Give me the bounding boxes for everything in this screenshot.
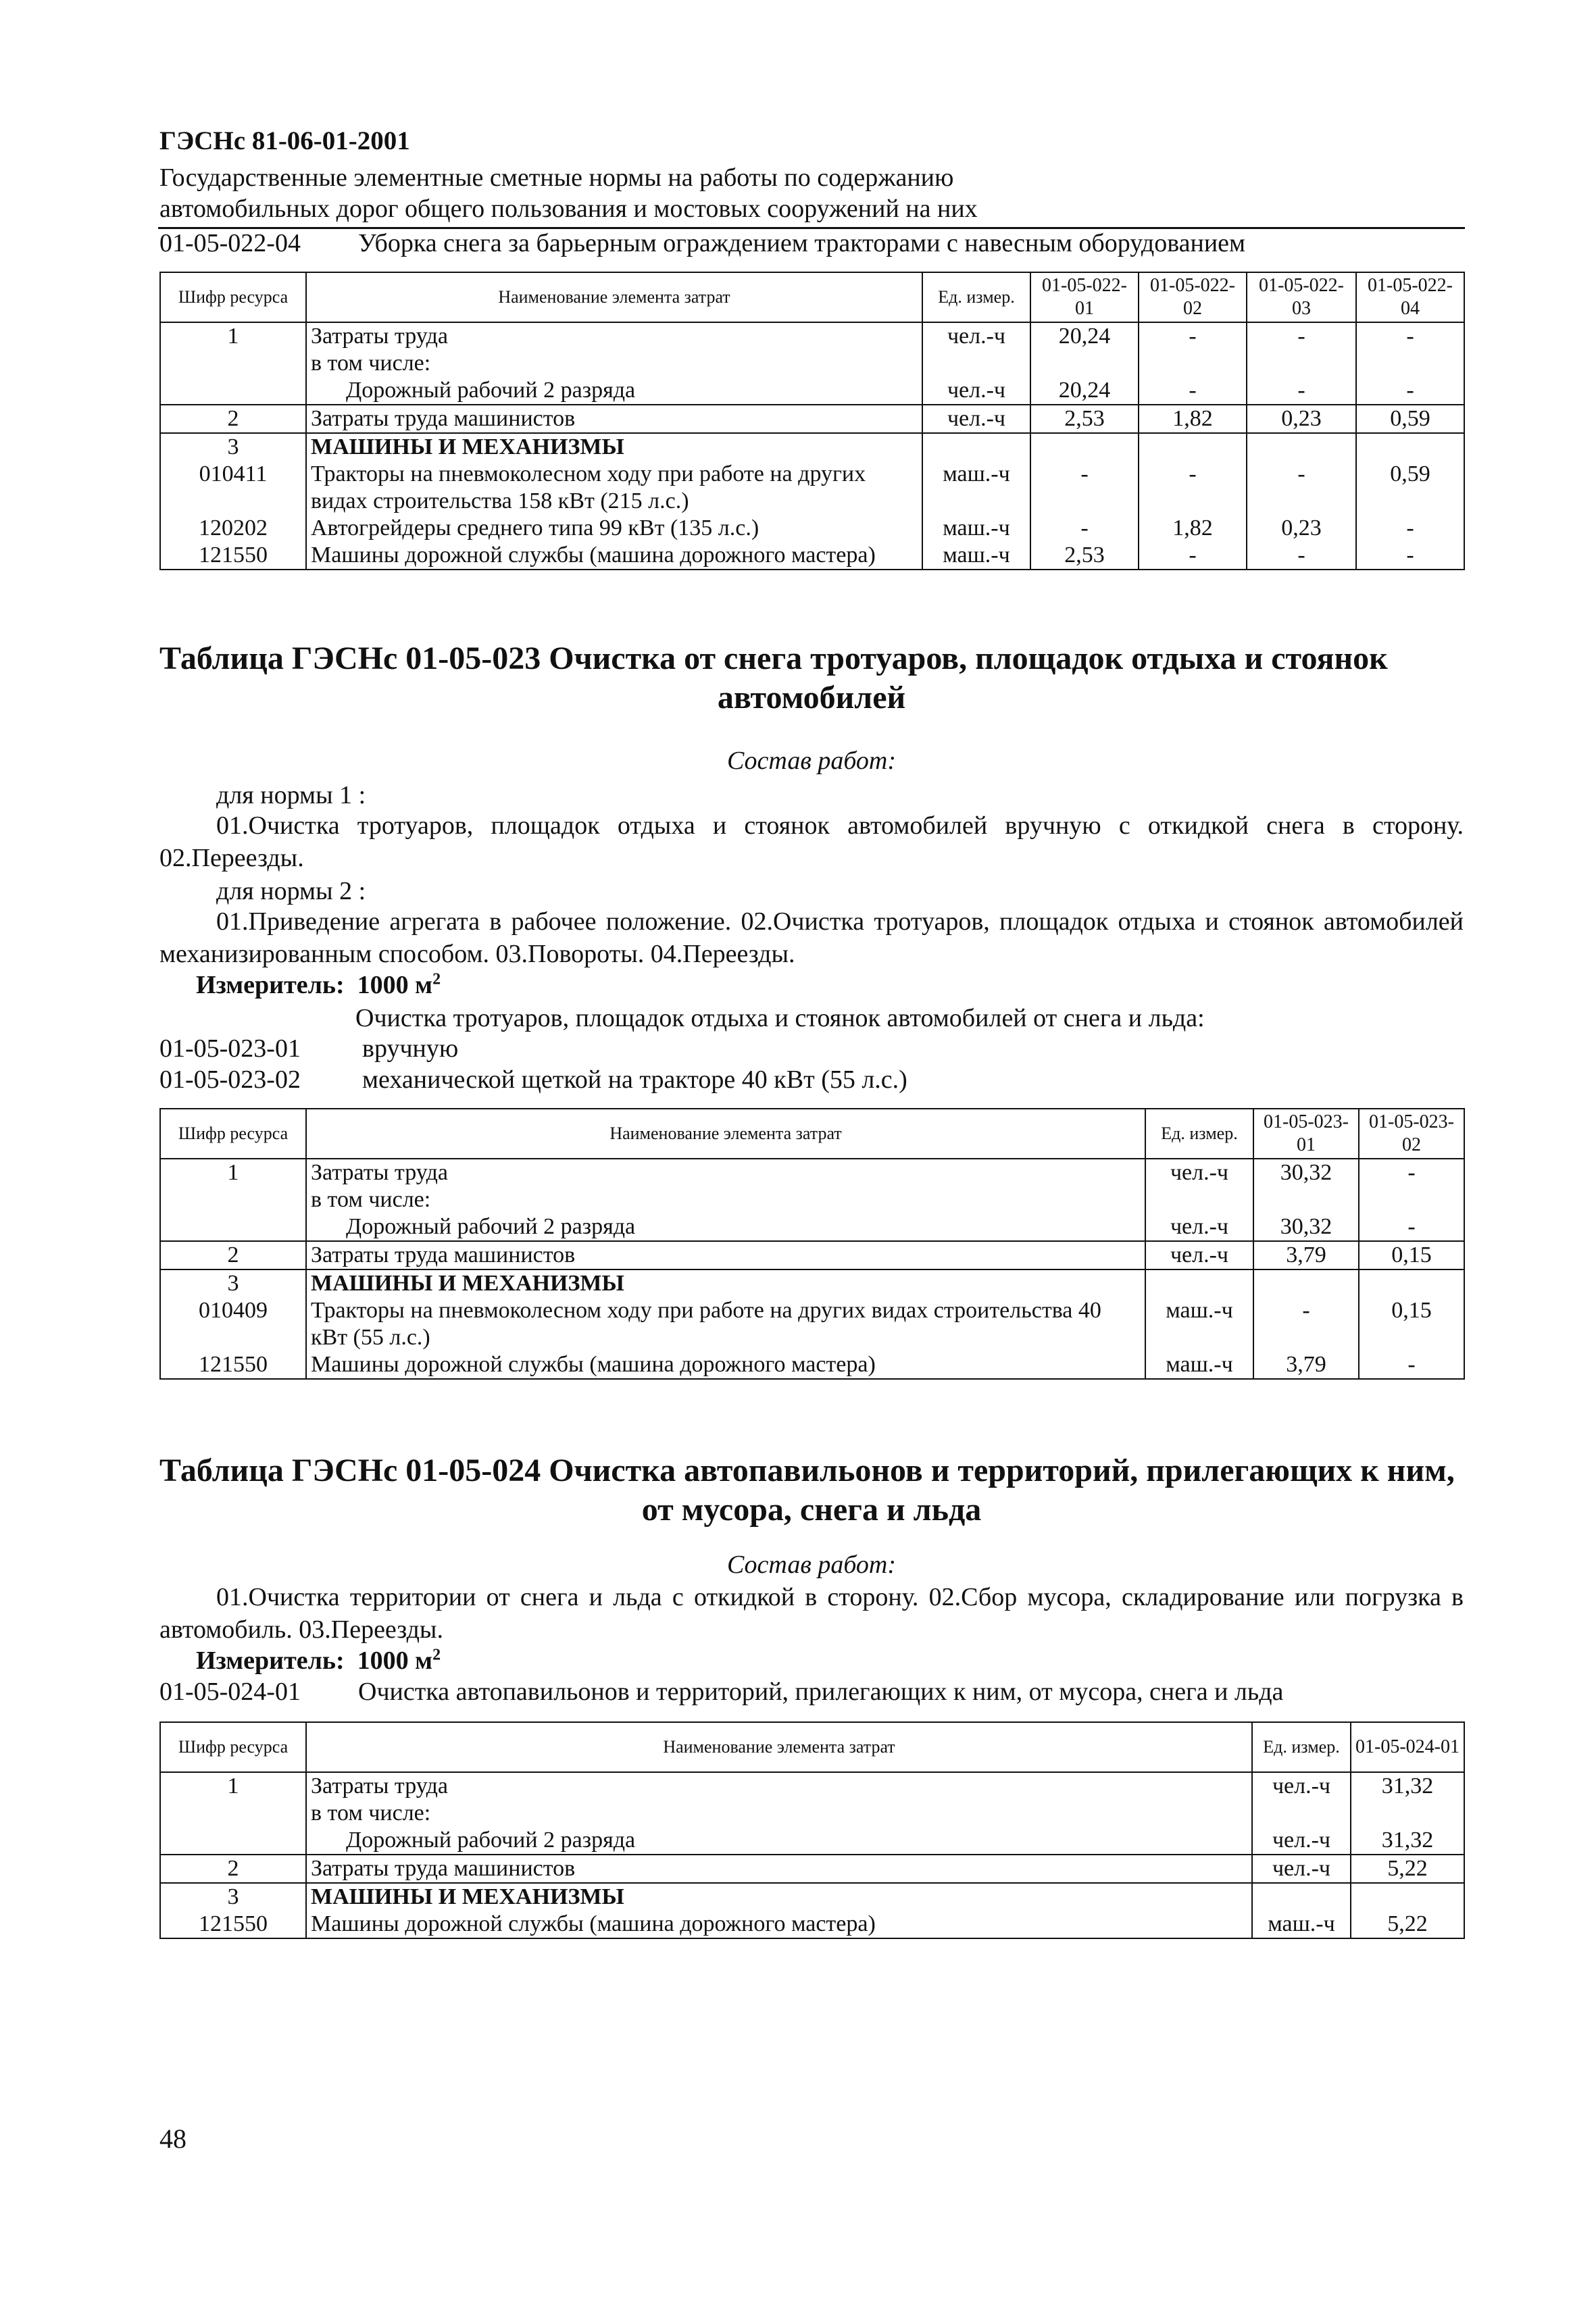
unit-cell: маш.-ч xyxy=(1252,1911,1351,1938)
norm-name: Уборка снега за барьерным ограждением тракторами с навесным оборудованием xyxy=(358,229,1246,257)
resource-code: 2 xyxy=(160,1855,306,1883)
cost-element-name: Затраты труда машинистов xyxy=(306,1241,1145,1269)
value-cell: 0,59 xyxy=(1356,405,1464,433)
header-norm-col: 01-05-022-01 xyxy=(1030,272,1139,322)
resource-code: 010411 xyxy=(160,461,306,515)
resource-code: 2 xyxy=(160,405,306,433)
cost-element-name: Тракторы на пневмоколесном ходу при работе на других видах строительства 40 кВт (55 л.с.) xyxy=(306,1297,1145,1351)
work-composition-title: Состав работ: xyxy=(726,1551,897,1579)
value-cell: - xyxy=(1356,542,1464,570)
cost-element-name: Затраты труда в том числе: Дорожный рабочий 2 разряда xyxy=(306,1772,1252,1855)
value-cell: - xyxy=(1030,461,1139,515)
unit-cell: маш.-ч xyxy=(1145,1297,1253,1351)
header-norm-col: 01-05-023-02 xyxy=(1359,1109,1464,1159)
table-row xyxy=(160,515,1464,542)
section-heading: МАШИНЫ И МЕХАНИЗМЫ xyxy=(306,1269,1145,1297)
cost-element-name: Машины дорожной службы (машина дорожного мастера) xyxy=(306,542,922,570)
norm-code: 01-05-022-04 xyxy=(159,229,301,257)
norm-2-works: 01.Приведение агрегата в рабочее положение. 02.Очистка тротуаров, площадок отдыха и стоянок автомобилей механизированным способом. 03.Повороты. 04.Переезды. xyxy=(159,907,1464,968)
value-cell: 31,32 31,32 xyxy=(1351,1772,1464,1855)
document-title-line-1: Государственные элементные сметные нормы на работы по содержанию xyxy=(159,164,954,192)
resource-code: 1 xyxy=(160,1772,306,1855)
resource-code: 3 xyxy=(160,1883,306,1911)
header-norm-col: 01-05-023-01 xyxy=(1253,1109,1359,1159)
value-cell: 0,15 xyxy=(1359,1241,1464,1269)
work-composition-title: Состав работ: xyxy=(726,747,897,775)
resource-code: 3 xyxy=(160,1269,306,1297)
value-cell: - xyxy=(1359,1351,1464,1379)
for-norm-1-label: для нормы 1 : xyxy=(216,781,366,809)
table-row xyxy=(160,1911,1464,1938)
header-resource-code: Шифр ресурса xyxy=(160,1722,306,1772)
unit-cell: чел.-ч xyxy=(1252,1855,1351,1883)
table-row xyxy=(160,1241,1464,1269)
table-row xyxy=(160,542,1464,570)
resource-code: 2 xyxy=(160,1241,306,1269)
document-code: ГЭСНс 81-06-01-2001 xyxy=(159,126,410,155)
value-cell: - - xyxy=(1247,322,1356,405)
section-heading: МАШИНЫ И МЕХАНИЗМЫ xyxy=(306,1883,1252,1911)
norm-heading xyxy=(159,228,1246,258)
header-norm-col: 01-05-024-01 xyxy=(1351,1722,1464,1772)
header-unit: Ед. измер. xyxy=(1252,1722,1351,1772)
measurement-unit: Измеритель: 1000 $м^2$ xyxy=(196,970,441,999)
table-row xyxy=(160,461,1464,515)
cost-element-name: Затраты труда машинистов xyxy=(306,1855,1252,1883)
cost-element-name: Затраты труда в том числе: Дорожный рабочий 2 разряда xyxy=(306,322,922,405)
work-composition-text: 01.Очистка территории от снега и льда с откидкой в сторону. 02.Сбор мусора, складирование или погрузка в автомобиль. 03.Переезды. xyxy=(159,1583,1464,1644)
table-row xyxy=(160,1269,1464,1297)
norm-table-023 xyxy=(159,1108,1465,1380)
value-cell: 3,79 xyxy=(1253,1351,1359,1379)
cost-element-name: Машины дорожной службы (машина дорожного мастера) xyxy=(306,1351,1145,1379)
resource-code: 120202 xyxy=(160,515,306,542)
document-title-line-2: автомобильных дорог общего пользования и мостовых сооружений на них xyxy=(159,195,978,223)
unit-cell: чел.-ч xyxy=(1145,1241,1253,1269)
header-norm-col: 01-05-022-03 xyxy=(1247,272,1356,322)
value-cell: 5,22 xyxy=(1351,1911,1464,1938)
unit-cell: чел.-ч чел.-ч xyxy=(1145,1159,1253,1241)
value-cell: 1,82 xyxy=(1139,405,1247,433)
value-cell: - - xyxy=(1359,1159,1464,1241)
header-resource-code: Шифр ресурса xyxy=(160,272,306,322)
unit-cell: маш.-ч xyxy=(1145,1351,1253,1379)
value-cell: - - xyxy=(1356,322,1464,405)
unit-cell: маш.-ч xyxy=(922,515,1030,542)
unit-cell: чел.-ч чел.-ч xyxy=(922,322,1030,405)
value-cell: - xyxy=(1139,461,1247,515)
value-cell: - - xyxy=(1139,322,1247,405)
unit-cell: чел.-ч xyxy=(922,405,1030,433)
header-unit: Ед. измер. xyxy=(1145,1109,1253,1159)
table-row xyxy=(160,322,1464,405)
header-cost-element: Наименование элемента затрат xyxy=(306,1109,1145,1159)
resource-code: 121550 xyxy=(160,542,306,570)
cost-element-name: Машины дорожной службы (машина дорожного мастера) xyxy=(306,1911,1252,1938)
section-heading: МАШИНЫ И МЕХАНИЗМЫ xyxy=(306,433,922,461)
table-row xyxy=(160,1855,1464,1883)
value-cell: - xyxy=(1247,461,1356,515)
resource-code: 1 xyxy=(160,322,306,405)
value-cell: - xyxy=(1356,515,1464,542)
table-row xyxy=(160,433,1464,461)
norm-code-line: 01-05-024-01 Очистка автопавильонов и территорий, прилегающих к ним, от мусора, снега и льда xyxy=(159,1678,1284,1706)
measurement-unit: Измеритель: 1000 $м^2$ xyxy=(196,1646,441,1675)
value-cell: 5,22 xyxy=(1351,1855,1464,1883)
table-row xyxy=(160,405,1464,433)
value-cell: - xyxy=(1030,515,1139,542)
value-cell: 20,24 20,24 xyxy=(1030,322,1139,405)
for-norm-2-label: для нормы 2 : xyxy=(216,877,366,905)
table-row xyxy=(160,1297,1464,1351)
value-cell: 0,59 xyxy=(1356,461,1464,515)
cost-element-name: Затраты труда в том числе: Дорожный рабочий 2 разряда xyxy=(306,1159,1145,1241)
cost-element-name: Затраты труда машинистов xyxy=(306,405,922,433)
table-title-023: Таблица ГЭСНс 01-05-023 Очистка от снега тротуаров, площадок отдыха и стоянок автомобилей xyxy=(159,640,1388,715)
unit-cell: чел.-ч чел.-ч xyxy=(1252,1772,1351,1855)
value-cell: 2,53 xyxy=(1030,405,1139,433)
page-number: 48 xyxy=(159,2123,186,2154)
table-row xyxy=(160,1159,1464,1241)
header-cost-element: Наименование элемента затрат xyxy=(306,1722,1252,1772)
resource-code: 1 xyxy=(160,1159,306,1241)
norm-description: Очистка тротуаров, площадок отдыха и стоянок автомобилей от снега и льда: xyxy=(355,1004,1205,1032)
value-cell: 0,23 xyxy=(1247,405,1356,433)
header-unit: Ед. измер. xyxy=(922,272,1030,322)
norm-table-024 xyxy=(159,1721,1465,1939)
resource-code: 010409 xyxy=(160,1297,306,1351)
value-cell: - xyxy=(1253,1297,1359,1351)
table-row xyxy=(160,1883,1464,1911)
value-cell: 0,23 xyxy=(1247,515,1356,542)
resource-code: 3 xyxy=(160,433,306,461)
value-cell: - xyxy=(1139,542,1247,570)
header-cost-element: Наименование элемента затрат xyxy=(306,272,922,322)
table-row xyxy=(160,1351,1464,1379)
value-cell: 3,79 xyxy=(1253,1241,1359,1269)
value-cell: 2,53 xyxy=(1030,542,1139,570)
value-cell: - xyxy=(1247,542,1356,570)
header-norm-col: 01-05-022-02 xyxy=(1139,272,1247,322)
norm-table-022 xyxy=(159,272,1465,570)
cost-element-name: Тракторы на пневмоколесном ходу при работе на других видах строительства 158 кВт (215 л.с.) xyxy=(306,461,922,515)
table-row xyxy=(160,1772,1464,1855)
value-cell: 0,15 xyxy=(1359,1297,1464,1351)
resource-code: 121550 xyxy=(160,1911,306,1938)
norm-code-line: 01-05-023-01 вручную xyxy=(159,1034,459,1063)
table-title-024: Таблица ГЭСНс 01-05-024 Очистка автопавильонов и территорий, прилегающих к ним, от мусора, снега и льда xyxy=(159,1453,1455,1528)
resource-code: 121550 xyxy=(160,1351,306,1379)
header-norm-col: 01-05-022-04 xyxy=(1356,272,1464,322)
norm-code-line: 01-05-023-02 механической щеткой на тракторе 40 кВт (55 л.с.) xyxy=(159,1065,907,1094)
unit-cell: маш.-ч xyxy=(922,542,1030,570)
cost-element-name: Автогрейдеры среднего типа 99 кВт (135 л.с.) xyxy=(306,515,922,542)
value-cell: 1,82 xyxy=(1139,515,1247,542)
value-cell: 30,32 30,32 xyxy=(1253,1159,1359,1241)
header-resource-code: Шифр ресурса xyxy=(160,1109,306,1159)
norm-1-works: 01.Очистка тротуаров, площадок отдыха и стоянок автомобилей вручную с откидкой снега в сторону. 02.Переезды. xyxy=(159,811,1464,872)
unit-cell: маш.-ч xyxy=(922,461,1030,515)
